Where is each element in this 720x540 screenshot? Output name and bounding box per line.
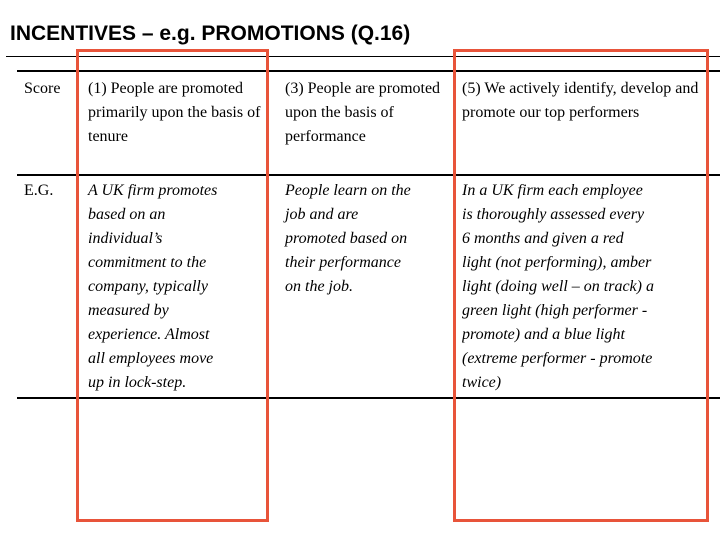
example-line: company, typically: [88, 278, 208, 295]
example-line: all employees move: [88, 350, 214, 367]
row-label-eg: E.G.: [24, 182, 54, 199]
example-line: promoted based on: [285, 230, 408, 247]
example-line: light (not performing), amber: [462, 254, 652, 271]
example-line: A UK firm promotes: [88, 182, 218, 199]
example-line: job and are: [285, 206, 359, 223]
example-line: on the job.: [285, 278, 353, 295]
example-line: their performance: [285, 254, 401, 271]
example-line: is thoroughly assessed every: [462, 206, 645, 223]
example-line: commitment to the: [88, 254, 207, 271]
example-line: up in lock-step.: [88, 374, 187, 391]
example-line: experience. Almost: [88, 326, 210, 343]
score-level-5: (5) We actively identify, develop and promote our top performers: [462, 80, 699, 121]
example-line: light (doing well – on track) a: [462, 278, 654, 295]
example-line: twice): [462, 374, 502, 391]
example-line: People learn on the: [285, 182, 411, 199]
row-label-score: Score: [24, 80, 61, 97]
example-line: green light (high performer -: [462, 302, 648, 319]
page-title: INCENTIVES – e.g. PROMOTIONS (Q.16): [10, 22, 411, 45]
example-line: (extreme performer - promote: [462, 350, 653, 367]
score-level-3: (3) People are promoted upon the basis of performance: [285, 80, 441, 145]
example-level-3: [285, 179, 455, 299]
example-line: 6 months and given a red: [462, 230, 624, 247]
example-line: based on an: [88, 206, 166, 223]
example-line: measured by: [88, 302, 169, 319]
highlight-box-column-5: [453, 49, 709, 522]
example-line: In a UK firm each employee: [462, 182, 643, 199]
example-line: promote) and a blue light: [462, 326, 625, 343]
highlight-box-column-1: [76, 49, 269, 522]
score-level-1: (1) People are promoted primarily upon the basis of tenure: [88, 80, 261, 145]
example-line: individual’s: [88, 230, 163, 247]
